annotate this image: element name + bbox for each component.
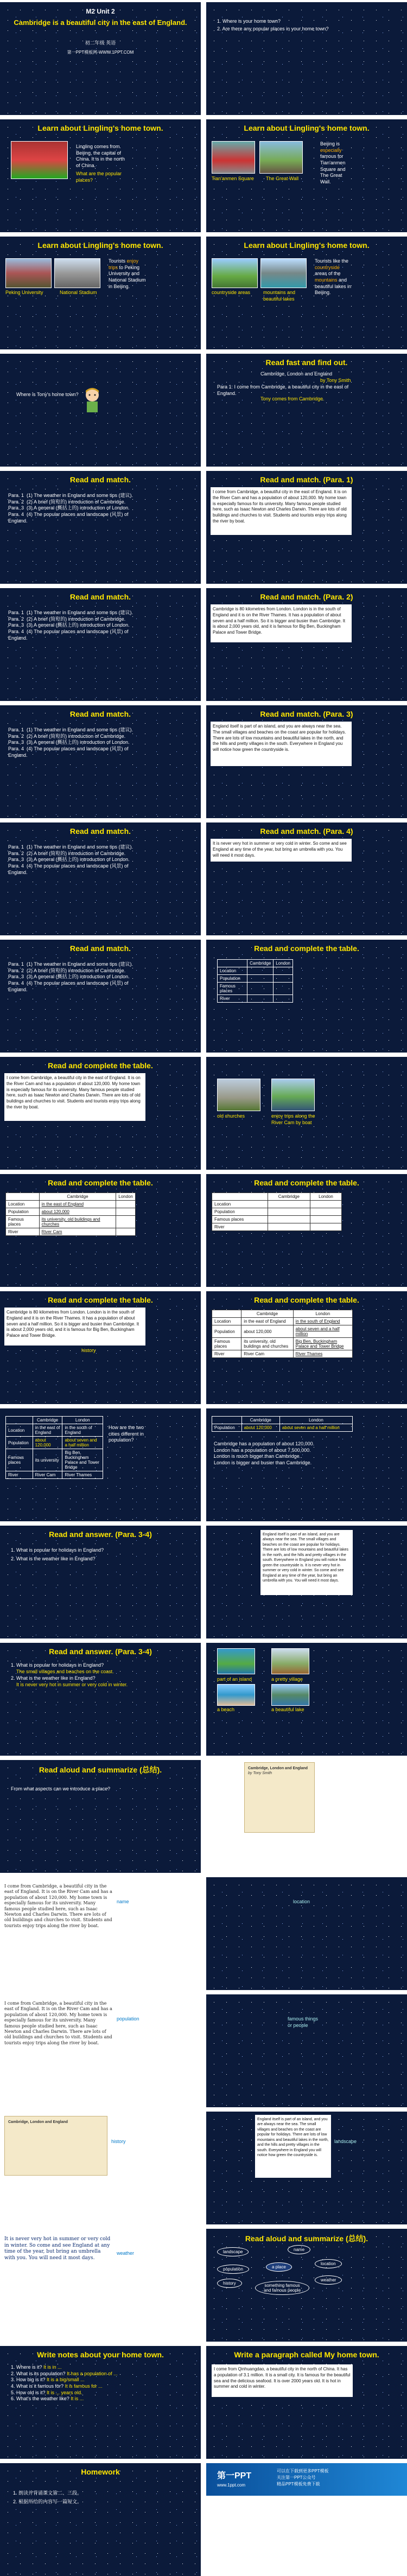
tony-question: Where is Tony's home town? bbox=[16, 392, 79, 397]
lakes-photo bbox=[260, 258, 307, 288]
slide-textbook-page[interactable] bbox=[206, 1760, 407, 1873]
para3-text: England itself is part of an island, and you are always near the sea. The small villages and beaches on the coast are popular for holidays. There are lots of low mountains and beautiful lakes in the north, and the hills and pretty villages in the south. Everywhere in England you will notice how green the countryside is. bbox=[255, 2115, 331, 2178]
compare-table: Cambridge London Location Population Famous places River bbox=[217, 959, 293, 1003]
slide-heading: Read and complete the table. bbox=[254, 1296, 359, 1304]
homework-1: 1. 朗读并背诵课文第二、三段。 bbox=[13, 2490, 82, 2496]
slide-read-match-5[interactable] bbox=[0, 940, 201, 1053]
slide-lingling-4[interactable] bbox=[206, 237, 407, 349]
paragraph-text: I come from Qinhuangdao, a beautiful city in the north of China. It has a population of 3.1 million. It is a small city. It is famous for the beautiful sea and the delicious seafood. It is over 2000 years old. It is hot in summer and cold in winter. bbox=[212, 2364, 353, 2397]
lake-photo bbox=[271, 1684, 309, 1706]
question-2: 2. Are there any popular places in your home town? bbox=[217, 26, 329, 31]
slide-homework[interactable] bbox=[0, 2463, 201, 2576]
answer-q1: 1. What is popular for holidays in England? bbox=[11, 1662, 104, 1668]
beijing-text: Lingling comes from Beijing, the capital of China. It is in the north of China. bbox=[76, 144, 125, 169]
slide-landscape[interactable] bbox=[206, 2112, 407, 2224]
beach-photo bbox=[217, 1684, 255, 1706]
slide-para1[interactable] bbox=[206, 471, 407, 584]
beijing-photo bbox=[11, 141, 68, 179]
tag-location: location bbox=[293, 1899, 310, 1904]
ad-line3: 精品PPT模板免费下载 bbox=[277, 2482, 320, 2486]
compare-sentences: Cambridge has a population of about 120,000. London has a population of about 7,500,000. London is much bigger than Cambridge. London is bigger and busier than Cambridge. bbox=[214, 1441, 315, 1466]
notes-row: 6. What's the weather like? It is ... bbox=[11, 2396, 84, 2402]
answer-q1: 1. What is popular for holidays in England? bbox=[11, 1547, 104, 1553]
caption-beach: a beach bbox=[217, 1707, 235, 1712]
slide-write-paragraph[interactable] bbox=[206, 2346, 407, 2459]
slide-heading: Read fast and find out. bbox=[265, 358, 348, 367]
tag-name: name bbox=[117, 1899, 129, 1904]
textbook-page: Cambridge, London and England by Tony Smith bbox=[244, 1762, 315, 1833]
notes-row: 4. What is it famous for? It is famous for ... bbox=[11, 2383, 103, 2389]
slide-heading: Read and match. bbox=[69, 592, 131, 601]
slide-tony-question[interactable] bbox=[0, 354, 201, 467]
answer-a2: It is never very hot in summer or very cold in winter. bbox=[16, 1682, 128, 1687]
ad-line2: 关注第一PPT公众号 bbox=[277, 2475, 316, 2480]
slide-para2[interactable] bbox=[206, 588, 407, 701]
slide-para1-annotated[interactable] bbox=[0, 1877, 201, 1990]
slide-heading: Read and match. bbox=[69, 710, 131, 718]
compare-table: Cambridge London Location Population Famous places River bbox=[212, 1193, 342, 1231]
slide-heading: Read aloud and summarize (总结). bbox=[39, 1765, 162, 1774]
unit-label: M2 Unit 2 bbox=[86, 8, 115, 15]
para3-text: England itself is part of an island, and you are always near the sea. The small villages and beaches on the coast are popular for holidays. There are lots of low mountains and beautiful lakes in the north, and the hills and pretty villages in the south. Everywhere in England you will notice how green the countryside is. bbox=[211, 722, 352, 766]
match-row: Para. 2 (2) A brief (简短的) introduction of Cambridge. bbox=[8, 499, 126, 505]
slide-heading: Read and answer. (Para. 3-4) bbox=[49, 1647, 152, 1656]
boy-icon bbox=[81, 386, 103, 416]
site-link: 第一PPT模板网-WWW.1PPT.COM bbox=[67, 50, 134, 55]
mindmap-node: landscape bbox=[217, 2247, 249, 2256]
slide-heading: Read and match. bbox=[69, 827, 131, 836]
mindmap-node: name bbox=[288, 2245, 310, 2254]
slide-heading: Read and complete the table. bbox=[48, 1061, 153, 1070]
slide-mindmap[interactable] bbox=[206, 2229, 407, 2342]
match-row: Para. 4 (4) The popular places and landscape (风景) of England. bbox=[8, 512, 129, 524]
slide-read-match-3[interactable] bbox=[0, 705, 201, 818]
slide-answers[interactable] bbox=[0, 1643, 201, 1756]
tag-landscape: landscape bbox=[334, 2139, 357, 2144]
slide-para1-population[interactable] bbox=[0, 1994, 201, 2107]
para1-text: I come from Cambridge, a beautiful city in the east of England. It is on the River Cam and has a population of about 120,000. My home town is especially famous for its university. Many famous people studied here, such as Isaac Newton and Charles Darwin. There are lots of old buildings and churches to visit. Students and tourists enjoy trips along the river by boat. bbox=[4, 1073, 145, 1121]
mindmap-node: population bbox=[217, 2265, 249, 2274]
tiananmen-photo bbox=[212, 141, 255, 174]
slide-table-full[interactable] bbox=[206, 1291, 407, 1404]
slide-heading: Read and match. (Para. 4) bbox=[260, 827, 353, 836]
slide-para3[interactable] bbox=[206, 705, 407, 818]
notes-row: 5. How old is it? It is ... years old. bbox=[11, 2389, 82, 2395]
compare-table: Cambridge London Location in the east of England in the south of England Population about 120,000 about seven and a half million Famous places its university Big Ben, Buckingham Palace and Tower Bridge River River Cam River Thames bbox=[5, 1416, 103, 1479]
caption-village: a pretty village bbox=[271, 1676, 303, 1682]
mindmap-center: a place bbox=[266, 2262, 292, 2272]
slide-heading: Read aloud and summarize (总结). bbox=[245, 2234, 368, 2243]
population-question: How are the two cities different in population? bbox=[109, 1425, 144, 1443]
great-wall-photo bbox=[259, 141, 303, 174]
para4-text: It is never very hot in summer or very cold in winter. So come and see England at any time of the year, but bring an umbrella with you. You will need it most days. bbox=[4, 2236, 111, 2261]
caption-tiananmen: Tian'anmen Square bbox=[212, 176, 254, 181]
match-row: Para. 1 (1) The weather in England and some tips (建议). bbox=[8, 493, 133, 498]
countryside-text: Tourists like the countryside areas of the mountains and beautiful lakes in Beijing. bbox=[315, 258, 352, 296]
slide-heading: Write a paragraph called My home town. bbox=[234, 2350, 379, 2359]
answer-q2: 2. What is the weather like in England? bbox=[11, 1675, 96, 1681]
para1-text: I come from Cambridge, a beautiful city in the east of England. It is on the River Cam and has a population of about 120,000. My home town is especially famous for its university. Many famous people studied here, such as Isaac Newton and Charles Darwin. There are lots of old buildings and churches to visit. Students and tourists enjoy trips along the river by boat. bbox=[211, 487, 352, 535]
village-photo bbox=[271, 1648, 309, 1674]
peking-university-photo bbox=[5, 258, 52, 288]
slide-heading: Read and complete the table. bbox=[48, 1178, 153, 1187]
ad-line1: 可以在下载到更多PPT模板 bbox=[277, 2469, 329, 2473]
match-list: Para. 1 (1) The weather in England and some tips (建议). Para. 2 (2) A brief (简短的) introduction of Cambridge. Para. 3 (3) A general (概括上的) introduction of London. Para. 4 (4) The popular places and landscape (风景) of England. bbox=[8, 610, 133, 641]
compare-table: Cambridge London Location in the east of England in the south of England Population about 120,000 about seven and a half million Famous places its university, old buildings and churches Big Ben, Buckingham Palace and Tower Bridge River River Cam River Thames bbox=[212, 1310, 353, 1358]
passage-author: by Tony Smith bbox=[320, 378, 351, 383]
answer-a1: The small villages and beaches on the coast. bbox=[16, 1669, 114, 1674]
slide-heading: Read and match. (Para. 1) bbox=[260, 475, 353, 484]
para1-text: I come from Cambridge, a beautiful city in the east of England. It is on the River Cam and has a population of about 120,000. My home town is especially famous for its university. Many famous people studied here, such as Isaac Newton and Charles Darwin. There are lots of old buildings and churches to visit. Students and tourists enjoy trips along the river by boat. bbox=[4, 1884, 112, 1928]
slide-heading: Homework bbox=[81, 2467, 120, 2476]
summarize-question: From what aspects can we introduce a place? bbox=[11, 1786, 111, 1791]
answer-q2: 2. What is the weather like in England? bbox=[11, 1556, 96, 1561]
slide-lingling-2[interactable] bbox=[206, 119, 407, 232]
slide-heading: Read and complete the table. bbox=[254, 944, 359, 953]
notes-row: 2. What is its population? It has a population of ... bbox=[11, 2370, 118, 2376]
slide-heading: Read and complete the table. bbox=[254, 1178, 359, 1187]
match-list: Para. 1 (1) The weather in England and some tips (建议). Para. 2 (2) A brief (简短的) introduction of Cambridge. Para. 3 (3) A general (概括上的) introduction of London. Para. 4 (4) The popular places and landscape (风景) of England. bbox=[8, 727, 133, 758]
slide-table-empty[interactable] bbox=[206, 940, 407, 1053]
national-stadium-photo bbox=[54, 258, 100, 288]
slide-table-blank[interactable] bbox=[206, 1174, 407, 1287]
slide-famous-tag[interactable] bbox=[206, 1994, 407, 2107]
slide-population-compare[interactable] bbox=[206, 1408, 407, 1521]
slide-heading: Read and match. bbox=[69, 475, 131, 484]
beijing-question: What are the popular places? bbox=[76, 171, 122, 183]
slide-para4[interactable] bbox=[206, 822, 407, 935]
slide-england-photos[interactable] bbox=[206, 1643, 407, 1756]
caption-peking: Peking University bbox=[5, 290, 43, 295]
textbook-page: Cambridge, London and England bbox=[4, 2116, 107, 2176]
slide-ad[interactable] bbox=[206, 2463, 407, 2576]
ad-logo: 第一PPT bbox=[217, 2471, 252, 2481]
slide-heading: Read and answer. (Para. 3-4) bbox=[49, 1530, 152, 1539]
lesson-subtitle: 初二年级 英语 bbox=[85, 40, 116, 46]
slide-table-para1[interactable] bbox=[0, 1057, 201, 1170]
slide-location-tag[interactable] bbox=[206, 1877, 407, 1990]
para1-text: I come from Cambridge, a beautiful city in the east of England. It is on the River Cam and has a population of about 120,000. My home town is especially famous for its university. Many famous people studied here, such as Isaac Newton and Charles Darwin. There are lots of old buildings and churches to visit. Students and tourists enjoy trips along the river by boat. bbox=[4, 2001, 112, 2045]
slide-answer-questions[interactable] bbox=[0, 1526, 201, 1638]
para2-text: Cambridge is 80 kilometres from London. London is in the south of England and it is on the River Thames. It has a population of about seven and a half million. So it is bigger and busier than Cambridge. It is about 2,000 years old, and it is famous for Big Ben, Buckingham Palace and Tower Bridge. bbox=[211, 604, 352, 642]
slide-cambridge-photos[interactable] bbox=[206, 1057, 407, 1170]
slide-summarize[interactable] bbox=[0, 1760, 201, 1873]
caption-mountains: mountains and beautiful lakes bbox=[263, 290, 296, 302]
beijing-famous-text: Beijing is especially famous for Tian'anmen Square and The Great Wall. bbox=[320, 141, 346, 185]
slide-write-notes[interactable] bbox=[0, 2346, 201, 2459]
slide-read-match-2[interactable] bbox=[0, 588, 201, 701]
compare-table: Cambridge London Location in the east of England Population about 120,000 Famous places its university, old buildings and churches River River Cam bbox=[5, 1193, 136, 1236]
match-row: Para. 3 (3) A general (概括上的) introduction of London. bbox=[8, 505, 130, 511]
match-list: Para. 1 (1) The weather in England and some tips (建议). Para. 2 (2) A brief (简短的) introduction of Cambridge. Para. 3 (3) A general (概括上的) introduction of London. Para. 4 (4) The popular places and landscape (风景) of England. bbox=[8, 961, 133, 992]
slide-read-match-4[interactable] bbox=[0, 822, 201, 935]
boat-photo bbox=[271, 1079, 315, 1111]
para3-4-text: England itself is part of an island, and you are always near the sea. The small villages and beaches on the coast are popular for holidays. There are lots of low mountains and beautiful lakes in the north, and the hills and pretty villages in the south. Everywhere in England you will notice how green the countryside is. It is never very hot in summer or very cold in winter. So come and see England at any time of the year, but bring an umbrella with you. You will need it most days. bbox=[260, 1530, 353, 1595]
match-list bbox=[8, 493, 144, 524]
caption-boat: enjoy trips along the River Cam by boat bbox=[271, 1113, 315, 1125]
island-photo bbox=[217, 1648, 255, 1674]
match-list: Para. 1 (1) The weather in England and some tips (建议). Para. 2 (2) A brief (简短的) introduction of Cambridge. Para. 3 (3) A general (概括上的) introduction of London. Para. 4 (4) The popular places and landscape (风景) of England. bbox=[8, 844, 133, 875]
notes-list bbox=[11, 2364, 141, 2402]
mindmap-node: location bbox=[315, 2259, 342, 2268]
history-label: history bbox=[81, 1348, 96, 1353]
slide-heading: Learn about Lingling's home town. bbox=[37, 124, 163, 132]
notes-row: 1. Where is it? It is in ... bbox=[11, 2364, 62, 2370]
slide-heading: Write notes about your home town. bbox=[37, 2350, 164, 2359]
slide-heading: Read and complete the table. bbox=[48, 1296, 153, 1304]
caption-church: old churches bbox=[217, 1113, 245, 1119]
homework-2: 2. 根据所给的内容写一篇短文。 bbox=[13, 2499, 82, 2504]
slide-table-para2[interactable] bbox=[0, 1291, 201, 1404]
slide-title[interactable] bbox=[0, 2, 201, 115]
tourists-text: Tourists enjoy trips to Peking University and National Stadium in Beijing. bbox=[109, 258, 146, 289]
para4-text: It is never very hot in summer or very cold in winter. So come and see England at any time of the year, but bring an umbrella with you. You will need it most days. bbox=[211, 839, 352, 862]
caption-stadium: National Stadium bbox=[60, 290, 97, 295]
countryside-photo bbox=[212, 258, 258, 288]
slide-textbook-history[interactable] bbox=[0, 2112, 201, 2224]
mindmap-node: something famous and famous people bbox=[255, 2281, 309, 2295]
slide-heading: Read and match. (Para. 2) bbox=[260, 592, 353, 601]
slide-weather[interactable] bbox=[0, 2229, 201, 2342]
slide-lingling-1[interactable] bbox=[0, 119, 201, 232]
caption-countryside: countryside areas bbox=[212, 290, 251, 295]
caption-lake: a beautiful lake bbox=[271, 1707, 304, 1712]
slide-heading: Read and match. (Para. 3) bbox=[260, 710, 353, 718]
passage-title: Cambridge, London and England bbox=[260, 371, 333, 377]
caption-great-wall: The Great Wall bbox=[266, 176, 299, 181]
tag-population: population bbox=[117, 2016, 139, 2022]
slide-heading: Learn about Lingling's home town. bbox=[37, 241, 163, 250]
mindmap-node: history bbox=[217, 2279, 242, 2288]
slide-para3-4-text[interactable] bbox=[206, 1526, 407, 1638]
tag-history: history bbox=[111, 2139, 126, 2144]
tag-famous: famous things or people bbox=[288, 2016, 319, 2028]
population-table: Cambridge London Population about 120,000 about seven and a half million bbox=[212, 1416, 353, 1432]
church-photo bbox=[217, 1079, 260, 1111]
slide-warmup[interactable] bbox=[206, 2, 407, 115]
notes-row: 3. How big is it? It is a big/small ... bbox=[11, 2377, 85, 2383]
caption-island: part of an island bbox=[217, 1676, 252, 1682]
slide-population-question[interactable] bbox=[0, 1408, 201, 1521]
answer-line: Tony comes from Cambridge. bbox=[260, 396, 325, 401]
slide-heading: Read and match. bbox=[69, 944, 131, 953]
para2-text: Cambridge is 80 kilometres from London. London is in the south of England and it is on the River Thames. It has a population of about seven and a half million. So it is bigger and busier than Cambridge. It is about 2,000 years old, and it is famous for Big Ben, Buckingham Palace and Tower Bridge. bbox=[4, 1308, 145, 1346]
slide-read-fast[interactable] bbox=[206, 354, 407, 467]
slide-read-match[interactable] bbox=[0, 471, 201, 584]
slide-heading: Learn about Lingling's home town. bbox=[244, 124, 370, 132]
question-1: 1. Where is your home town? bbox=[217, 18, 281, 24]
ad-site: www.1ppt.com bbox=[217, 2483, 246, 2488]
tag-weather: weather bbox=[117, 2250, 135, 2256]
lesson-title: Cambridge is a beautiful city in the east of England. bbox=[14, 18, 187, 27]
slide-lingling-3[interactable] bbox=[0, 237, 201, 349]
slide-heading: Learn about Lingling's home town. bbox=[244, 241, 370, 250]
slide-table-cambridge[interactable] bbox=[0, 1174, 201, 1287]
mindmap-node: weather bbox=[315, 2275, 342, 2285]
para1-line: Para 1: I come from Cambridge, a beautiful city in the east of England. bbox=[217, 384, 349, 396]
